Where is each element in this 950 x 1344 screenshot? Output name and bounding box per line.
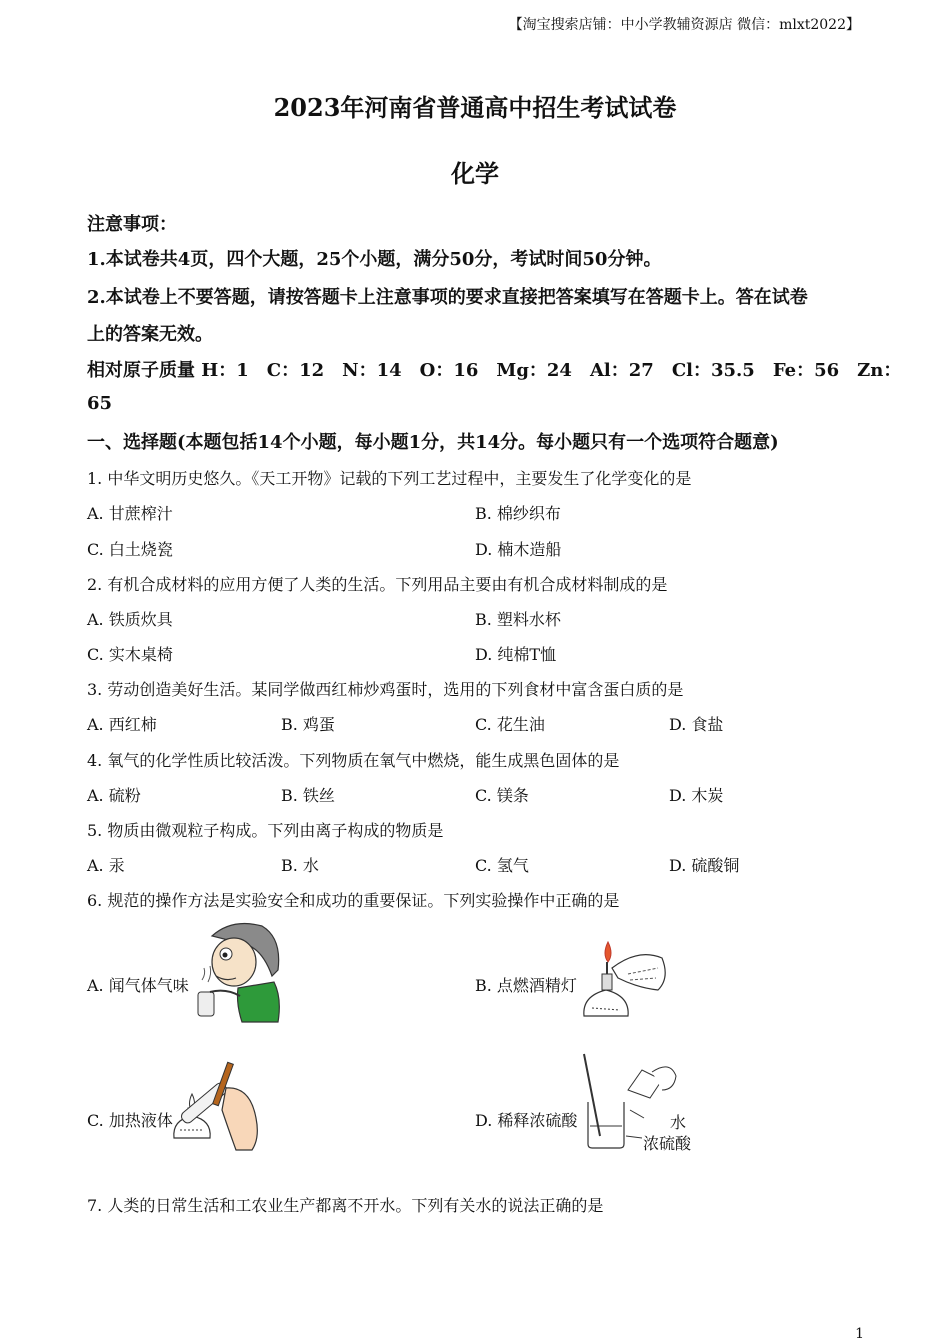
notice-item-2b: 上的答案无效。	[87, 324, 213, 345]
notice-item-2a: 2.本试卷上不要答题，请按答题卡上注意事项的要求直接把答案填写在答题卡上。答在试卷	[87, 287, 808, 308]
q4-stem: 4. 氧气的化学性质比较活泼。下列物质在氧气中燃烧，能生成黑色固体的是	[87, 751, 620, 770]
q4-option-d: D. 木炭	[669, 786, 724, 805]
q1-option-d: D. 楠木造船	[475, 540, 562, 559]
q3-option-a: A. 西红柿	[87, 715, 157, 734]
atomic-mass-line-2: 65	[87, 393, 113, 414]
q6-stem: 6. 规范的操作方法是实验安全和成功的重要保证。下列实验操作中正确的是	[87, 891, 620, 910]
q4-option-a: A. 硫粉	[87, 786, 141, 805]
q1-option-c: C. 白土烧瓷	[87, 540, 173, 559]
q3-stem: 3. 劳动创造美好生活。某同学做西红柿炒鸡蛋时，选用的下列食材中富含蛋白质的是	[87, 680, 684, 699]
q6-option-c: C. 加热液体	[87, 1111, 173, 1130]
q2-option-a: A. 铁质炊具	[87, 610, 173, 629]
notice-heading: 注意事项：	[87, 214, 177, 235]
label-water: 水	[670, 1113, 687, 1132]
q1-stem: 1. 中华文明历史悠久。《天工开物》记载的下列工艺过程中，主要发生了化学变化的是	[87, 469, 692, 488]
q1-option-b: B. 棉纱织布	[475, 504, 561, 523]
atomic-mass-line: 相对原子质量 H：1 C：12 N：14 O：16 Mg：24 Al：27 Cl：35.5 Fe：56 Zn：	[87, 360, 902, 381]
alcohol-lamp-illustration	[578, 938, 670, 1026]
q2-option-d: D. 纯棉T恤	[475, 645, 557, 664]
notice-item-1: 1.本试卷共4页，四个大题，25个小题，满分50分，考试时间50分钟。	[87, 249, 662, 270]
q6-option-a: A. 闻气体气味	[87, 976, 189, 995]
smell-gas-illustration	[192, 918, 284, 1024]
section-heading: 一、选择题(本题包括14个小题，每小题1分，共14分。每小题只有一个选项符合题意)	[87, 432, 779, 453]
heat-liquid-illustration	[170, 1058, 266, 1152]
q4-option-b: B. 铁丝	[281, 786, 335, 805]
q5-option-d: D. 硫酸铜	[669, 856, 740, 875]
q2-option-c: C. 实木桌椅	[87, 645, 173, 664]
q5-option-a: A. 汞	[87, 856, 125, 875]
q5-option-c: C. 氢气	[475, 856, 529, 875]
q5-option-b: B. 水	[281, 856, 319, 875]
q3-option-c: C. 花生油	[475, 715, 545, 734]
subject-title: 化学	[451, 159, 499, 188]
q2-stem: 2. 有机合成材料的应用方便了人类的生活。下列用品主要由有机合成材料制成的是	[87, 575, 668, 594]
q7-stem: 7. 人类的日常生活和工农业生产都离不开水。下列有关水的说法正确的是	[87, 1196, 604, 1215]
q1-option-a: A. 甘蔗榨汁	[87, 504, 173, 523]
q4-option-c: C. 镁条	[475, 786, 529, 805]
q6-option-b: B. 点燃酒精灯	[475, 976, 577, 995]
header-note: 【淘宝搜索店铺：中小学教辅资源店 微信：mlxt2022】	[508, 17, 860, 33]
page-number: 1	[855, 1326, 864, 1342]
q5-stem: 5. 物质由微观粒子构成。下列由离子构成的物质是	[87, 821, 444, 840]
q2-option-b: B. 塑料水杯	[475, 610, 561, 629]
q3-option-b: B. 鸡蛋	[281, 715, 335, 734]
q6-option-d: D. 稀释浓硫酸	[475, 1111, 578, 1130]
q3-option-d: D. 食盐	[669, 715, 724, 734]
exam-title: 2023年河南省普通高中招生考试试卷	[273, 93, 677, 122]
label-concentrated-acid: 浓硫酸	[643, 1134, 692, 1153]
